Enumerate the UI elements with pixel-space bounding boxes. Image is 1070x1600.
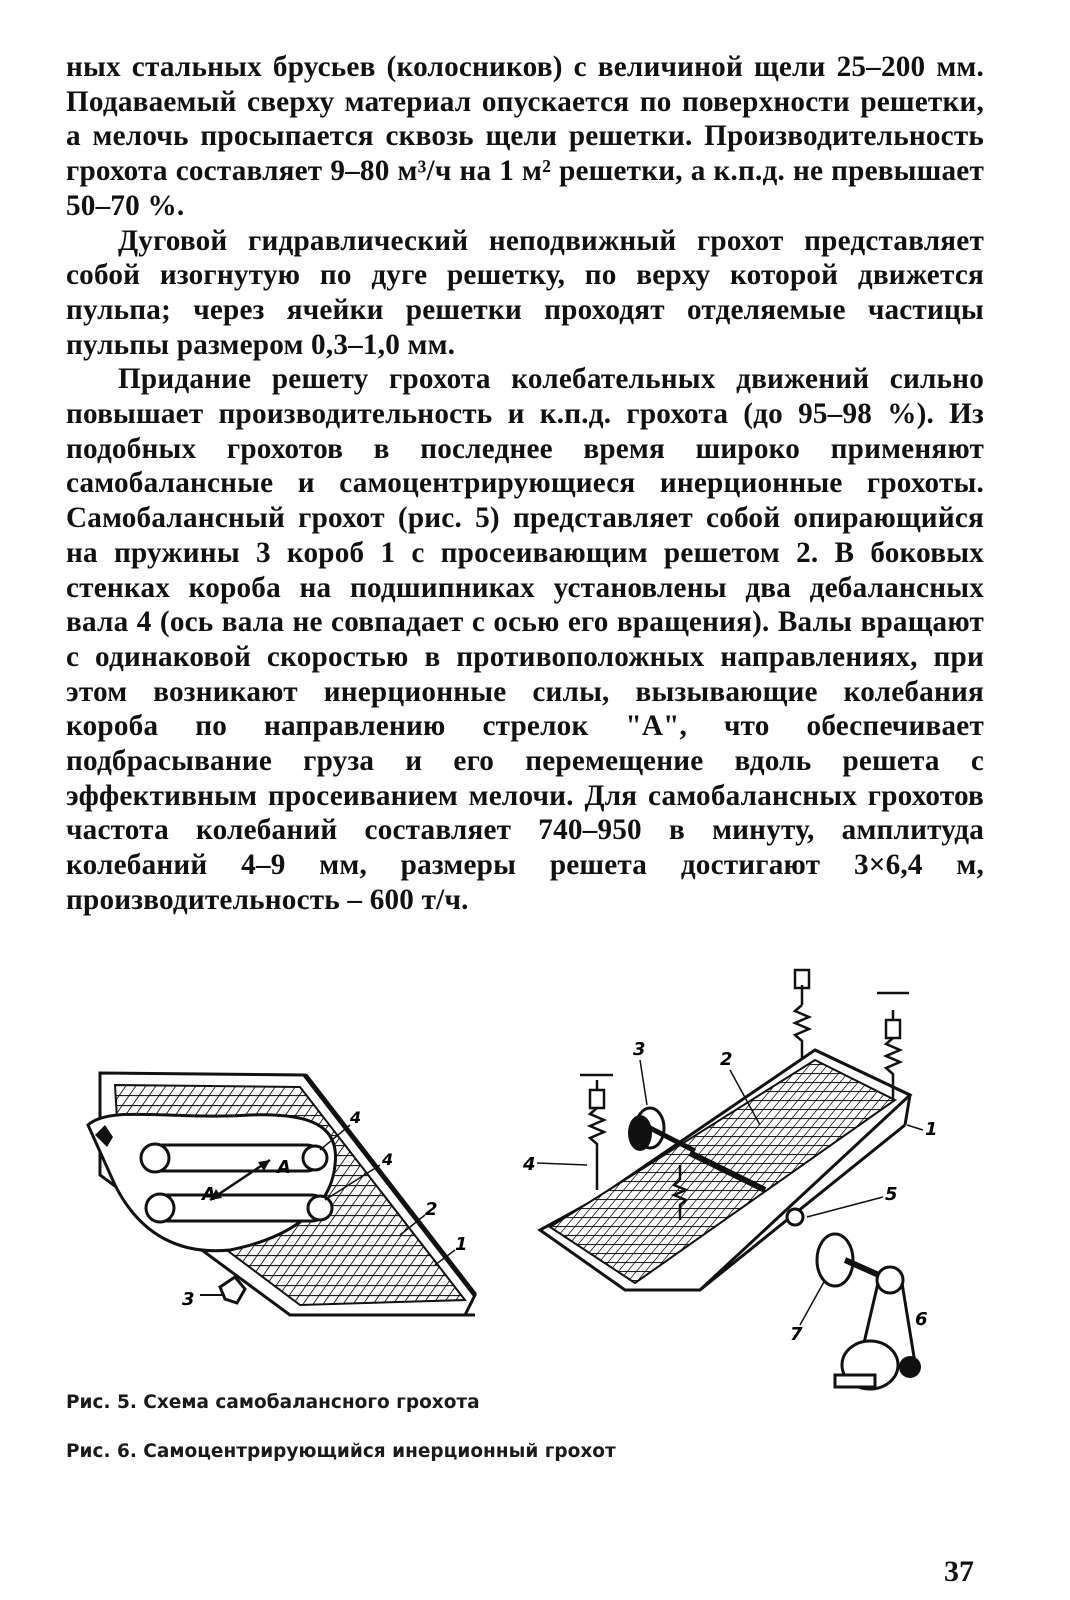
paragraph: ных стальных брусьев (колосников) с величиной щели 25–200 мм. Подаваемый сверху материал опускается по поверхности решетки, а мелочь просыпается сквозь щели решетки. Производительность грохота составляет 9–80 м³/ч на 1 м² решетки, а к.п.д. не превышает 50–70 %. bbox=[66, 51, 984, 222]
fig5-label-1: 1 bbox=[455, 1234, 468, 1255]
fig5-label-4: 4 bbox=[350, 1108, 362, 1127]
fig6-label-2: 2 bbox=[720, 1049, 733, 1070]
fig6-label-4: 4 bbox=[523, 1154, 536, 1175]
fig5-label-4: 4 bbox=[382, 1150, 394, 1169]
figure-5-caption: Рис. 5. Схема самобалансного грохота bbox=[66, 1392, 480, 1413]
fig6-label-1: 1 bbox=[925, 1119, 938, 1140]
page-number: 37 bbox=[944, 1555, 974, 1588]
fig5-label-a: А bbox=[202, 1184, 216, 1205]
fig5-label-2: 2 bbox=[425, 1199, 438, 1220]
fig6-label-6: 6 bbox=[915, 1309, 928, 1330]
paragraph: Дуговой гидравлический неподвижный грохот представляет собой изогнутую по дуге решетку, по верху которой движется пульпа; через ячейки решетки проходят отделяемые частицы пульпы размером 0,3–1,0 мм. bbox=[66, 224, 984, 361]
fig5-label-a: А bbox=[277, 1157, 291, 1178]
fig6-label-5: 5 bbox=[885, 1184, 898, 1205]
paragraph: Придание решету грохота колебательных движений сильно повышает производительность и к.п.д. грохота (до 95–98 %). Из подобных грохотов в последнее время широко применяют самобалансные и самоцентрирующиеся инерционные грохоты. Самобалансный грохот (рис. 5) представляет собой опирающийся на пружины 3 короб 1 с просеивающим решетом 2. В боковых стенках короба на подшипниках установлены два дебалансных вала 4 (ось вала не совпадает с осью его вращения). Валы вращают с одинаковой скоростью в противоположных направлениях, при этом возникают инерционные силы, вызывающие колебания короба по направлению стрелок "А", что обеспечивает подбрасывание груза и его перемещение вдоль решета с эффективным просеиванием мелочи. Для самобалансных грохотов частота колебаний составляет 740–950 в минуту, амплитуда колебаний 4–9 мм, размеры решета достигают 3×6,4 м, производительность – 600 т/ч. bbox=[66, 363, 984, 916]
body-text bbox=[66, 50, 984, 918]
fig5-label-3: 3 bbox=[182, 1289, 195, 1310]
figure-6-caption: Рис. 6. Самоцентрирующийся инерционный грохот bbox=[66, 1441, 616, 1462]
fig6-label-7: 7 bbox=[790, 1324, 803, 1345]
fig6-label-3: 3 bbox=[633, 1039, 646, 1060]
figure-6-drawing bbox=[515, 965, 955, 1395]
figure-5-drawing bbox=[80, 1065, 485, 1355]
